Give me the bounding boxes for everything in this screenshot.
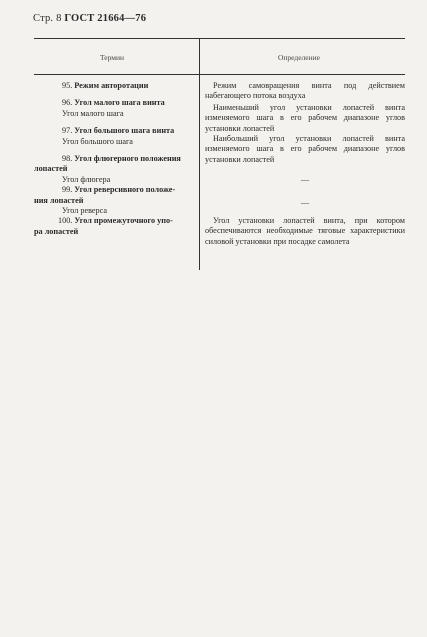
page-header <box>33 13 146 24</box>
term-97: 97. Угол большого шага винта <box>62 126 175 136</box>
table-top-rule <box>34 38 405 39</box>
definition-99: — <box>300 197 310 207</box>
definitions-column <box>205 81 405 247</box>
terms-column <box>34 81 194 237</box>
page-label: Стр. 8 <box>33 13 62 24</box>
term-96: 96. Угол малого шага винта <box>62 98 165 108</box>
term-96-short: Угол малого шага <box>62 108 124 118</box>
doc-code: ГОСТ 21664—76 <box>64 13 147 24</box>
term-100-cont: ра лопастей <box>34 226 79 236</box>
term-99-cont: ния лопастей <box>34 195 84 205</box>
term-100: 100. Угол промежуточного упо- <box>58 216 173 226</box>
definition-97: Наибольший угол установки лопастей винта изменяемого шага в его рабочем диапазоне углов установки лопастей <box>205 134 405 164</box>
term-99-short: Угол реверса <box>62 206 107 216</box>
definition-98: — <box>300 175 310 185</box>
term-95: 95. Режим авторотации <box>62 81 149 90</box>
table-header-rule <box>34 74 405 75</box>
term-98-short: Угол флюгера <box>62 174 111 184</box>
term-98: 98. Угол флюгерного положения <box>62 154 181 164</box>
definition-96: Наименьший угол установки лопастей винта изменяемого шага в его рабочем диапазоне углов установки лопастей <box>205 102 405 133</box>
term-99: 99. Угол реверсивного положе- <box>62 185 176 195</box>
column-header-term: Термин <box>100 53 125 62</box>
column-divider <box>199 38 200 270</box>
term-98-cont: лопастей <box>34 164 68 174</box>
definition-100: Угол установки лопастей винта, при котором обеспечиваются необходимые тяговые характеристики силовой установки при посадке самолета <box>205 216 405 246</box>
definition-95: Режим самовращения винта под действием набегающего потока воздуха <box>205 81 405 101</box>
column-header-definition: Определение <box>278 53 320 62</box>
term-97-short: Угол большого шага <box>62 136 133 146</box>
